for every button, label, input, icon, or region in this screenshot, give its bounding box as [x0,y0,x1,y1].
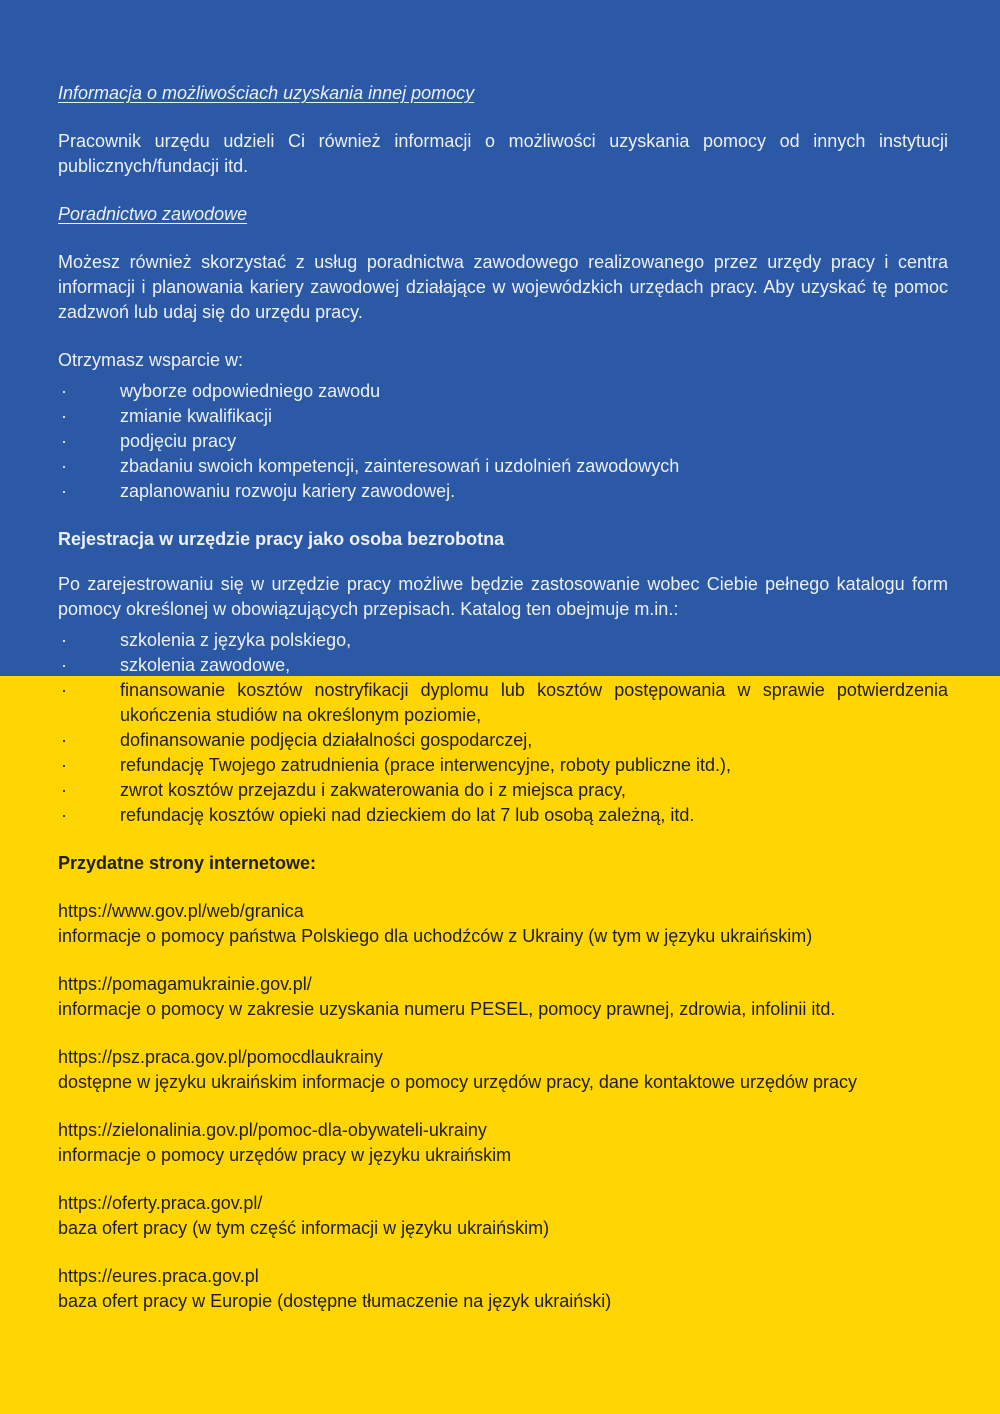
catalog-list-item-text: zwrot kosztów przejazdu i zakwaterowania do i z miejsca pracy, [120,780,626,800]
support-list-item [58,404,948,429]
heading-career-guidance: Poradnictwo zawodowe [58,204,248,224]
paragraph-other-help: Pracownik urzędu udzieli Ci również informacji o możliwości uzyskania pomocy od innych instytucji publicznych/fundacji itd. [58,131,948,176]
bullet-marker: · [61,730,67,750]
link-description: baza ofert pracy w Europie (dostępne tłumaczenie na język ukraiński) [58,1291,612,1311]
bullet-marker: · [61,680,67,700]
link-description: baza ofert pracy (w tym część informacji w języku ukraińskim) [58,1218,550,1238]
link-url[interactable]: https://www.gov.pl/web/granica [58,901,304,921]
support-list-item-text: wyborze odpowiedniego zawodu [120,381,381,401]
bullet-marker: · [61,431,67,451]
catalog-list-item [58,678,948,728]
link-description: dostępne w języku ukraińskim informacje o pomocy urzędów pracy, dane kontaktowe urzędów pracy [58,1072,858,1092]
link-group [58,899,948,949]
links-section [58,899,948,1314]
catalog-list-item-text: szkolenia zawodowe, [120,655,291,675]
catalog-list-item [58,753,948,778]
bullet-marker: · [61,780,67,800]
support-intro: Otrzymasz wsparcie w: [58,350,244,370]
catalog-list [58,628,948,828]
link-description: informacje o pomocy w zakresie uzyskania numeru PESEL, pomocy prawnej, zdrowia, infolinii itd. [58,999,836,1019]
link-description: informacje o pomocy państwa Polskiego dla uchodźców z Ukrainy (w tym w języku ukraińskim) [58,926,813,946]
bullet-marker: · [61,805,67,825]
link-group [58,1045,948,1095]
catalog-list-item-text: dofinansowanie podjęcia działalności gospodarczej, [120,730,533,750]
support-list-item-text: podjęciu pracy [120,431,237,451]
catalog-list-item-text: refundację kosztów opieki nad dzieckiem do lat 7 lub osobą zależną, itd. [120,805,695,825]
link-url[interactable]: https://pomagamukrainie.gov.pl/ [58,974,312,994]
support-list-item-text: zbadaniu swoich kompetencji, zainteresowań i uzdolnień zawodowych [120,456,680,476]
heading-registration: Rejestracja w urzędzie pracy jako osoba bezrobotna [58,529,505,549]
link-url[interactable]: https://psz.praca.gov.pl/pomocdlaukrainy [58,1047,383,1067]
link-group [58,1264,948,1314]
bullet-marker: · [61,456,67,476]
support-list [58,379,948,504]
bullet-marker: · [61,481,67,501]
link-url[interactable]: https://oferty.praca.gov.pl/ [58,1193,263,1213]
support-list-item-text: zmianie kwalifikacji [120,406,273,426]
catalog-list-item [58,778,948,803]
link-url[interactable]: https://eures.praca.gov.pl [58,1266,259,1286]
catalog-list-item [58,653,948,678]
link-url[interactable]: https://zielonalinia.gov.pl/pomoc-dla-obywateli-ukrainy [58,1120,487,1140]
support-list-item [58,379,948,404]
link-description: informacje o pomocy urzędów pracy w języku ukraińskim [58,1145,512,1165]
catalog-list-item-text: finansowanie kosztów nostryfikacji dyplomu lub kosztów postępowania w sprawie potwierdzenia ukończenia studiów na określonym poziomie, [120,680,948,725]
bullet-marker: · [61,381,67,401]
heading-other-help: Informacja o możliwościach uzyskania innej pomocy [58,83,475,103]
link-group [58,972,948,1022]
link-group [58,1118,948,1168]
support-list-item [58,454,948,479]
catalog-list-item [58,728,948,753]
support-list-item [58,479,948,504]
support-list-item [58,429,948,454]
bullet-marker: · [61,755,67,775]
heading-websites: Przydatne strony internetowe: [58,853,317,873]
catalog-list-item-text: refundację Twojego zatrudnienia (prace interwencyjne, roboty publiczne itd.), [120,755,732,775]
link-group [58,1191,948,1241]
catalog-list-item [58,628,948,653]
paragraph-registration: Po zarejestrowaniu się w urzędzie pracy możliwe będzie zastosowanie wobec Ciebie pełnego katalogu form pomocy określonej w obowiązujących przepisach. Katalog ten obejmuje m.in.: [58,574,948,619]
bullet-marker: · [61,655,67,675]
bullet-marker: · [61,630,67,650]
catalog-list-item-text: szkolenia z języka polskiego, [120,630,352,650]
catalog-list-item [58,803,948,828]
paragraph-career-guidance: Możesz również skorzystać z usług poradnictwa zawodowego realizowanego przez urzędy pracy i centra informacji i planowania kariery zawodowej działające w wojewódzkich urzędach pracy. Aby uzyskać tę pomoc zadzwoń lub udaj się do urzędu pracy. [58,252,948,322]
support-list-item-text: zaplanowaniu rozwoju kariery zawodowej. [120,481,456,501]
bullet-marker: · [61,406,67,426]
